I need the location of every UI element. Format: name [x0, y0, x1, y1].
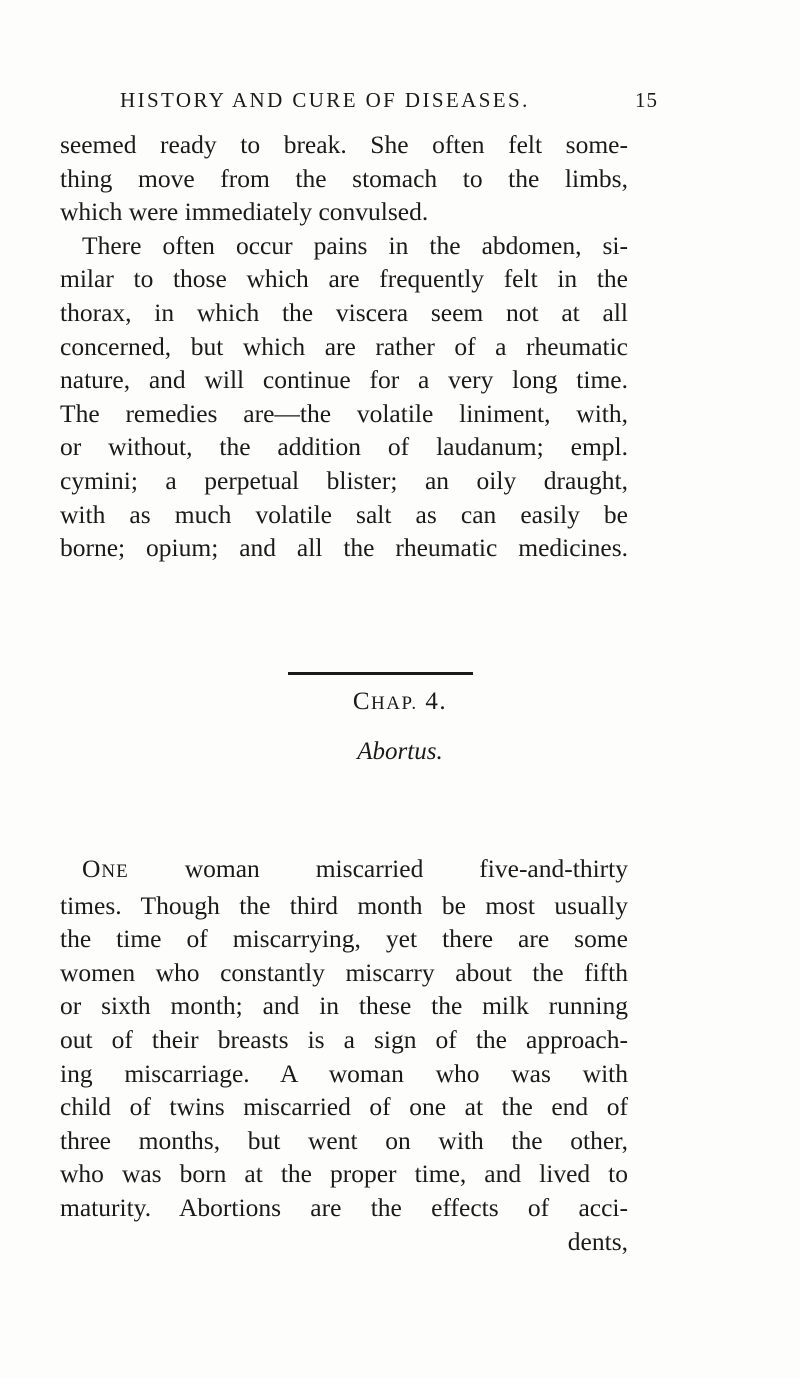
text-line: out of their breasts is a sign of the approach-: [60, 1024, 628, 1054]
chapter-heading-initial: C: [352, 688, 372, 715]
first-word: [82, 854, 129, 883]
text-line: milar to those which are frequently felt in the: [60, 264, 628, 294]
text-line: or without, the addition of laudanum; empl.: [60, 432, 628, 462]
text-line: or sixth month; and in these the milk running: [60, 991, 628, 1021]
text-line: with as much volatile salt as can easily be: [60, 499, 628, 529]
chapter-heading-rest: HAP.: [371, 693, 418, 714]
text-line: seemed ready to break. She often felt some-: [60, 130, 628, 159]
text-line: which were immediately convulsed.: [60, 197, 429, 227]
first-word-rest: NE: [101, 861, 129, 882]
chapter-heading: [0, 688, 800, 716]
text-line: times. Though the third month be most usually: [60, 890, 628, 920]
text-line: borne; opium; and all the rheumatic medicines.: [60, 533, 628, 563]
text-line: three months, but went on with the other,: [60, 1125, 628, 1155]
text-line: women who constantly miscarry about the fifth: [60, 957, 628, 987]
page-number: 15: [635, 88, 658, 112]
text-line: the time of miscarrying, yet there are some: [60, 924, 628, 954]
first-word-initial: O: [82, 854, 102, 883]
text-line-first: [60, 852, 628, 889]
text-line: ing miscarriage. A woman who was with: [60, 1058, 628, 1088]
body-text-bottom: [60, 852, 628, 1258]
text-line: maturity. Abortions are the effects of acci-: [60, 1192, 628, 1222]
section-divider: [288, 672, 473, 675]
text-line: thing move from the stomach to the limbs,: [60, 163, 628, 193]
text-line: who was born at the proper time, and lived to: [60, 1159, 628, 1189]
body-text-top: [60, 128, 628, 565]
first-line-rest: woman miscarried five-and-thirty: [184, 854, 628, 883]
chapter-subtitle: Abortus.: [357, 738, 443, 765]
text-line: cymini; a perpetual blister; an oily draught,: [60, 465, 628, 495]
chapter-number: 4.: [425, 688, 448, 715]
text-line: concerned, but which are rather of a rheumatic: [60, 331, 628, 361]
text-line: nature, and will continue for a very long time.: [60, 365, 628, 395]
text-line: thorax, in which the viscera seem not at all: [60, 297, 628, 327]
running-head: [120, 88, 658, 113]
catchword: dents,: [567, 1226, 628, 1256]
text-line: There often occur pains in the abdomen, si-: [82, 230, 628, 260]
running-title: HISTORY AND CURE OF DISEASES.: [120, 88, 530, 112]
text-line: The remedies are—the volatile liniment, with,: [60, 398, 628, 428]
text-line: child of twins miscarried of one at the end of: [60, 1092, 628, 1122]
